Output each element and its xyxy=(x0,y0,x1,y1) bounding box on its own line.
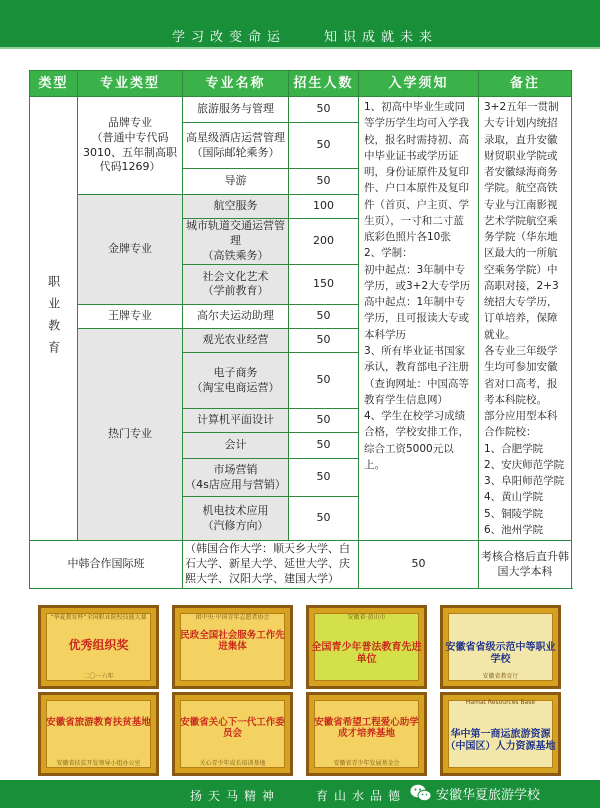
note-item: 4、学生在校学习成绩合格，学校安排工作，综合工资5000元以上。 xyxy=(364,410,469,471)
award-plaque: 安徽省希望工程爱心助学成才培养基地 安徽省青少年发展基金会 xyxy=(306,692,427,776)
major-name: 计算机平面设计 xyxy=(183,409,289,433)
header-major-name: 专业名称 xyxy=(183,71,289,97)
remark-item: 4、黄山学院 xyxy=(484,491,544,504)
note-item: 初中起点：3年制中专学历，或3+2大专学历高中起点：1年制中专学历，且可报读大专或本科学历 xyxy=(364,263,471,341)
group-brand-code: （普通中专代码3010、五年制高职代码1269） xyxy=(83,130,177,174)
category-cell xyxy=(30,97,78,541)
enroll-count: 50 xyxy=(289,433,359,459)
table-header-row xyxy=(30,71,572,97)
header-type: 类型 xyxy=(30,71,78,97)
note-item: 2、学制： xyxy=(364,247,413,260)
remark-item: 各专业三年级学生均可参加安徽省对口高考，报考本科院校。 xyxy=(484,344,558,406)
korea-note: 考核合格后直升韩国大学本科 xyxy=(479,541,572,589)
top-banner xyxy=(0,0,600,48)
header-enrollment: 招生人数 xyxy=(289,71,359,97)
admission-notes-cell xyxy=(359,97,479,541)
enroll-count: 50 xyxy=(289,409,359,433)
wechat-account[interactable] xyxy=(410,782,590,804)
major-name: 观光农业经营 xyxy=(183,328,289,352)
korea-label: 中韩合作国际班 xyxy=(30,541,183,589)
category-label: 职业教育 xyxy=(46,274,61,363)
top-slogan: 学习改变命运 知识成就未来 xyxy=(171,30,438,45)
note-item: 1、初高中毕业生或同等学历学生均可入学我校，报名时需持初、高中毕业证书或学历证明，身份证原件及复印件、户口本原件及复印件（首页、户主页、学生页），一寸和二寸蓝底彩色照片各10张 xyxy=(364,101,469,244)
admissions-table xyxy=(29,70,572,589)
major-name: 高星级酒店运营管理 （国际邮轮乘务） xyxy=(183,123,289,169)
award-plaque: “华夏教育杯”全国职业院校技能大赛 优秀组织奖 二〇一六年 xyxy=(38,605,159,689)
remark-item: 5、铜陵学院 xyxy=(484,507,544,520)
top-divider xyxy=(0,47,600,49)
award-plaque: 安徽省·黄山市 全国青少年普法教育先进单位 xyxy=(306,605,427,689)
table-row xyxy=(30,97,572,123)
enroll-count: 50 xyxy=(289,97,359,123)
korea-row xyxy=(30,541,572,589)
remark-item: 6、池州学院 xyxy=(484,523,544,536)
awards-row-2 xyxy=(38,692,562,776)
major-name: 导游 xyxy=(183,169,289,195)
award-plaque: Hamat Resources Base 华中第一商运旅游资源（中国区）人力资源基地 xyxy=(440,692,561,776)
korea-count: 50 xyxy=(359,541,479,589)
enroll-count: 50 xyxy=(289,169,359,195)
group-hot: 热门专业 xyxy=(78,328,183,540)
group-king: 王牌专业 xyxy=(78,304,183,328)
major-name: 城市轨道交通运营管理 （高铁乘务） xyxy=(183,219,289,265)
korea-universities: （韩国合作大学：顺天乡大学、白石大学、新星大学、延世大学、庆熙大学、汉阳大学、建国大学） xyxy=(183,541,359,589)
enroll-count: 50 xyxy=(289,459,359,497)
major-name: 机电技术应用 （汽修方向） xyxy=(183,497,289,541)
major-name: 电子商务 （淘宝电商运营） xyxy=(183,353,289,409)
header-admission-notes: 入学须知 xyxy=(359,71,479,97)
remarks-cell xyxy=(479,97,572,541)
enroll-count: 50 xyxy=(289,328,359,352)
major-name: 会计 xyxy=(183,433,289,459)
remark-item: 3+2五年一贯制大专计划内统招录取，直升安徽财贸职业学院或者安徽绿海商务学院。航空高铁专业与江南影视艺术学院航空乘务学院（华东地区最大的一所航空乘务学院）中高职对接，2+3统招大专学历，订单培养，保障就业。 xyxy=(484,101,559,341)
major-name: 社会文化艺术 （学前教育） xyxy=(183,264,289,304)
enroll-count: 200 xyxy=(289,219,359,265)
remark-item: 1、合肥学院 xyxy=(484,442,544,455)
group-brand xyxy=(78,97,183,195)
remark-item: 3、阜阳师范学院 xyxy=(484,475,565,488)
award-plaque: 团中央·中国青年志愿者协会 民政全国社会服务工作先进集体 xyxy=(172,605,293,689)
remark-item: 2、安庆师范学院 xyxy=(484,458,565,471)
major-name: 高尔夫运动助理 xyxy=(183,304,289,328)
note-item: 3、所有毕业证书国家承认，教育部电子注册（查询网址：中国高等教育学生信息网） xyxy=(364,344,469,406)
major-name: 旅游服务与管理 xyxy=(183,97,289,123)
group-gold: 金牌专业 xyxy=(78,195,183,305)
wechat-icon xyxy=(410,783,432,803)
major-name: 航空服务 xyxy=(183,195,289,219)
enroll-count: 50 xyxy=(289,353,359,409)
remark-item: 部分应用型本科合作院校： xyxy=(484,410,558,439)
enroll-count: 50 xyxy=(289,123,359,169)
enroll-count: 150 xyxy=(289,264,359,304)
header-remarks: 备注 xyxy=(479,71,572,97)
award-plaque: 安徽省关心下一代工作委员会 关心青少年成长培训基地 xyxy=(172,692,293,776)
header-major-type: 专业类型 xyxy=(78,71,183,97)
bottom-slogan: 扬天马精神 育山水品德 xyxy=(189,789,406,803)
wechat-account-name: 安徽华夏旅游学校 xyxy=(436,788,541,803)
award-plaque: 安徽省旅游教育扶贫基地 安徽省扶贫开发领导小组办公室 xyxy=(38,692,159,776)
enroll-count: 100 xyxy=(289,195,359,219)
enroll-count: 50 xyxy=(289,304,359,328)
award-plaque: 安徽省省级示范中等职业学校 安徽省教育厅 xyxy=(440,605,561,689)
group-brand-title: 品牌专业 xyxy=(108,115,152,129)
major-name: 市场营销 （4s店应用与营销） xyxy=(183,459,289,497)
enroll-count: 50 xyxy=(289,497,359,541)
awards-row-1 xyxy=(38,605,562,689)
